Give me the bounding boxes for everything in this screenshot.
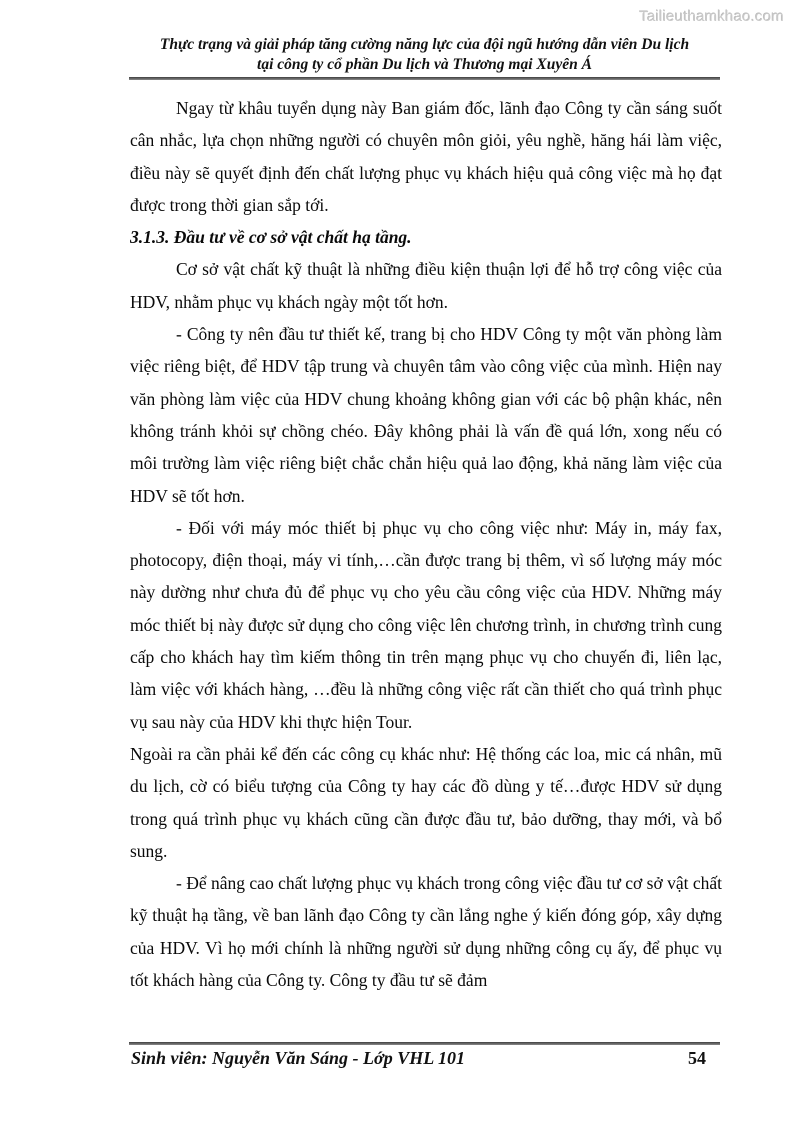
paragraph-office-space: - Công ty nên đầu tư thiết kế, trang bị cho HDV Công ty một văn phòng làm việc riêng biệt, để HDV tập trung và chuyên tâm vào công việc của mình. Hiện nay văn phòng làm việc của HDV chung khoảng không gian với các bộ phận khác, nên không tránh khỏi sự chồng chéo. Đây không phải là vấn đề quá lớn, xong nếu có môi trường làm việc riêng biệt chắc chắn hiệu quả lao động, khả năng làm việc của HDV sẽ tốt hơn. xyxy=(130,324,722,506)
paragraph-facilities-intro: Cơ sở vật chất kỹ thuật là những điều kiện thuận lợi để hỗ trợ công việc của HDV, nhằm phục vụ khách ngày một tốt hơn. xyxy=(130,259,722,312)
running-header xyxy=(129,35,720,75)
paragraph-investment-feedback: - Để nâng cao chất lượng phục vụ khách trong công việc đầu tư cơ sở vật chất kỹ thuật hạ tầng, về ban lãnh đạo Công ty cần lắng nghe ý kiến đóng góp, xây dựng của HDV. Vì họ mới chính là những người sử dụng những công cụ ấy, để phục vụ tốt khách hàng của Công ty. Công ty đầu tư sẽ đảm xyxy=(130,873,722,991)
section-heading-3-1-3: 3.1.3. Đầu tư về cơ sở vật chất hạ tầng. xyxy=(130,227,412,248)
paragraph-recruitment: Ngay từ khâu tuyển dụng này Ban giám đốc, lãnh đạo Công ty cần sáng suốt cân nhắc, lựa chọn những người có chuyên môn giỏi, yêu nghề, hăng hái làm việc, điều này sẽ quyết định đến chất lượng phục vụ khách hiệu quả công việc mà họ đạt được trong thời gian sắp tới. xyxy=(130,98,722,215)
header-rule xyxy=(129,77,720,80)
footer-author: Sinh viên: Nguyễn Văn Sáng - Lớp VHL 101 xyxy=(131,1048,466,1068)
header-title-line2: tại công ty cổ phần Du lịch và Thương mại Xuyên Á xyxy=(257,56,592,73)
paragraph-other-tools: Ngoài ra cần phải kể đến các công cụ khác như: Hệ thống các loa, mic cá nhân, mũ du lịch, cờ có biểu tượng của Công ty hay các đồ dùng y tế…được HDV sử dụng trong quá trình phục vụ khách cũng cần được đầu tư, bảo dưỡng, thay mới, và bổ sung. xyxy=(130,743,722,861)
page-footer xyxy=(131,1048,720,1069)
header-title-line1: Thực trạng và giải pháp tăng cường năng lực của đội ngũ hướng dẫn viên Du lịch xyxy=(159,36,690,53)
document-body xyxy=(130,92,722,1034)
watermark-text: Tailieuthamkhao.com xyxy=(639,8,784,25)
footer-rule xyxy=(129,1042,720,1045)
page-number: 54 xyxy=(688,1048,706,1068)
paragraph-equipment: - Đối với máy móc thiết bị phục vụ cho công việc như: Máy in, máy fax, photocopy, điện thoại, máy vi tính,…cần được trang bị thêm, vì số lượng máy móc này dường như chưa đủ để phục vụ cho yêu cầu công việc của HDV. Những máy móc thiết bị này được sử dụng cho công việc lên chương trình, in chương trình cung cấp cho khách hay tìm kiếm thông tin trên mạng phục vụ cho chuyến đi, liên lạc, làm việc với khách hàng, …đều là những công việc rất cần thiết cho quá trình phục vụ sau này của HDV khi thực hiện Tour. xyxy=(130,517,722,732)
